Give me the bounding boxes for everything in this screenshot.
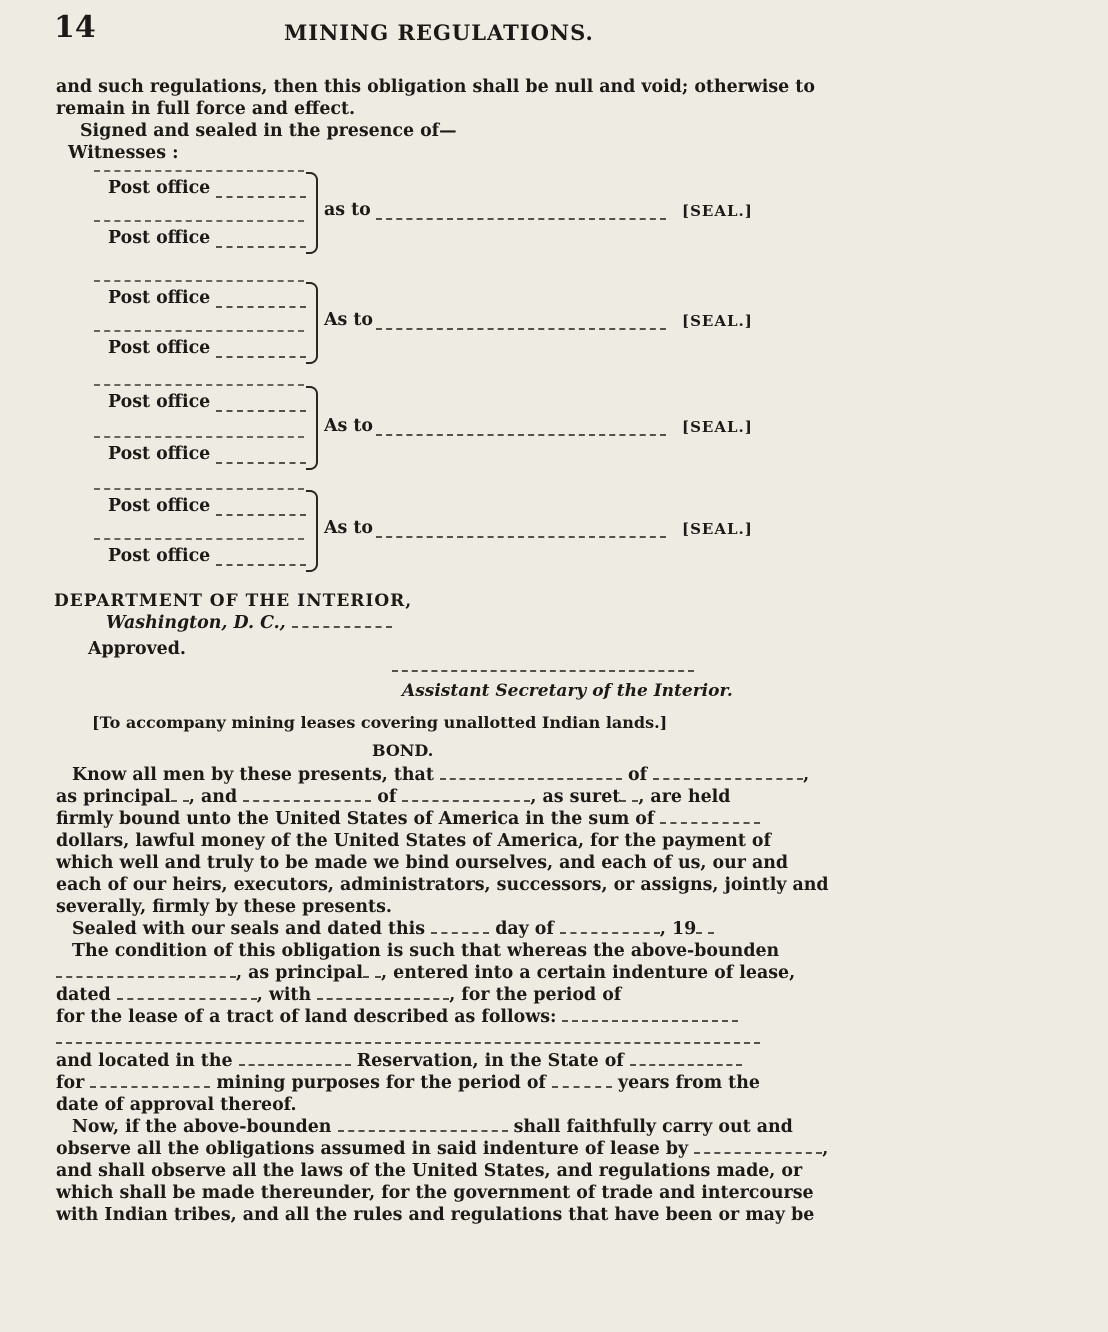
- blank-field: [660, 808, 760, 824]
- signature-line: [94, 280, 304, 282]
- post-office-label: Post office: [108, 228, 211, 248]
- blank-field: [440, 764, 622, 780]
- bond-line: [72, 918, 778, 940]
- blank-field: [560, 918, 660, 934]
- blank-field: [171, 786, 189, 802]
- bond-text: Now, if the above-bounden: [72, 1117, 332, 1137]
- bond-text: for the lease of a tract of land described as follows:: [56, 1007, 557, 1027]
- bond-text: , with: [256, 985, 312, 1005]
- blank-field: [216, 500, 306, 516]
- bond-text: , are held: [638, 787, 731, 807]
- blank-field: [216, 448, 306, 464]
- bond-heading: BOND.: [372, 741, 434, 760]
- brace: [306, 172, 318, 254]
- department-heading: DEPARTMENT OF THE INTERIOR,: [54, 591, 413, 611]
- bond-text: ,: [803, 765, 810, 785]
- blank-field: [216, 342, 306, 358]
- bond-line: severally, firmly by these presents.: [56, 897, 392, 917]
- blank-field: [562, 1006, 738, 1022]
- blank-field: [363, 962, 381, 978]
- blank-field: [239, 1050, 351, 1066]
- post-office-label: Post office: [108, 178, 211, 198]
- bond-text: for: [56, 1073, 85, 1093]
- bond-text: firmly bound unto the United States of America in the sum of: [56, 809, 655, 829]
- blank-field: [56, 962, 236, 978]
- brace: [306, 490, 318, 572]
- signature-line: [94, 488, 304, 490]
- blank-field: [376, 420, 666, 436]
- bond-line: each of our heirs, executors, administrators, successors, or assigns, jointly and: [56, 875, 829, 895]
- page-number: 14: [54, 10, 96, 45]
- blank-field: [696, 918, 714, 934]
- bond-line: with Indian tribes, and all the rules and regulations that have been or may be: [56, 1205, 815, 1225]
- signature-line: [94, 220, 304, 222]
- bond-text: observe all the obligations assumed in said indenture of lease by: [56, 1139, 689, 1159]
- bond-text: , for the period of: [449, 985, 622, 1005]
- bond-line: [56, 984, 762, 1006]
- bond-text: , as suret: [530, 787, 621, 807]
- blank-field: [56, 1028, 760, 1044]
- bond-line: [56, 1138, 829, 1160]
- blank-field: [216, 396, 306, 412]
- bond-text: of: [377, 787, 397, 807]
- signature-line: [94, 384, 304, 386]
- seal-mark: [SEAL.]: [682, 202, 753, 220]
- bond-note: [To accompany mining leases covering unallotted Indian lands.]: [92, 713, 668, 732]
- bond-line: [56, 808, 762, 830]
- blank-field: [376, 522, 666, 538]
- bond-line: and shall observe all the laws of the United States, and regulations made, or: [56, 1161, 803, 1181]
- witness-seal-block: [56, 476, 766, 606]
- blank-field: [338, 1116, 508, 1132]
- as-to-label: As to: [324, 518, 373, 538]
- bond-text: , 19: [659, 919, 697, 939]
- approval-location: [106, 612, 812, 634]
- blank-field: [402, 786, 530, 802]
- blank-field: [216, 182, 306, 198]
- bond-text: mining purposes for the period of: [216, 1073, 546, 1093]
- seal-mark: [SEAL.]: [682, 418, 753, 436]
- post-office-label: Post office: [108, 496, 211, 516]
- running-title: MINING REGULATIONS.: [284, 20, 594, 45]
- blank-field: [431, 918, 489, 934]
- bond-line: [56, 962, 796, 984]
- blank-field: [117, 984, 257, 1000]
- blank-field: [552, 1072, 612, 1088]
- intro-line: remain in full force and effect.: [56, 99, 356, 119]
- bond-text: , as principal: [236, 963, 364, 983]
- blank-field: [90, 1072, 210, 1088]
- witnesses-label: Witnesses :: [68, 143, 179, 163]
- bond-line: which well and truly to be made we bind ourselves, and each of us, our and: [56, 853, 789, 873]
- bond-text: years from the: [618, 1073, 760, 1093]
- bond-text: Know all men by these presents, that: [72, 765, 434, 785]
- bond-line: [56, 1006, 762, 1028]
- bond-line: dollars, lawful money of the United States of America, for the payment of: [56, 831, 771, 851]
- signature-line: [94, 330, 304, 332]
- intro-line: and such regulations, then this obligation shall be null and void; otherwise to: [56, 77, 815, 97]
- bond-line: [56, 1072, 762, 1094]
- bond-line: [56, 1028, 762, 1050]
- blank-field: [694, 1138, 822, 1154]
- blank-field: [653, 764, 803, 780]
- as-to-label: As to: [324, 416, 373, 436]
- post-office-label: Post office: [108, 392, 211, 412]
- approval-location-text: Washington, D. C.,: [106, 613, 286, 633]
- blank-field: [317, 984, 449, 1000]
- blank-field: [216, 292, 306, 308]
- post-office-label: Post office: [108, 444, 211, 464]
- bond-text: shall faithfully carry out and: [513, 1117, 793, 1137]
- post-office-label: Post office: [108, 288, 211, 308]
- bond-line: [72, 764, 810, 786]
- bond-line: which shall be made thereunder, for the government of trade and intercourse: [56, 1183, 814, 1203]
- bond-line: [72, 1116, 793, 1138]
- signature-line: [392, 670, 694, 672]
- bond-text: Reservation, in the State of: [356, 1051, 624, 1071]
- as-to-label: as to: [324, 200, 371, 220]
- bond-text: Sealed with our seals and dated this: [72, 919, 426, 939]
- signature-line: [94, 170, 304, 172]
- blank-field: [243, 786, 371, 802]
- bond-text: of: [627, 765, 648, 785]
- blank-field: [376, 204, 666, 220]
- post-office-label: Post office: [108, 546, 211, 566]
- post-office-label: Post office: [108, 338, 211, 358]
- brace: [306, 282, 318, 364]
- bond-text: ,: [822, 1139, 829, 1159]
- bond-line: date of approval thereof.: [56, 1095, 297, 1115]
- bond-text: dated: [56, 985, 111, 1005]
- intro-line: Signed and sealed in the presence of—: [80, 121, 457, 141]
- bond-text: , entered into a certain indenture of lease,: [381, 963, 796, 983]
- brace: [306, 386, 318, 470]
- bond-text: as principal: [56, 787, 171, 807]
- seal-mark: [SEAL.]: [682, 520, 753, 538]
- bond-line: [56, 786, 762, 808]
- signature-line: [94, 436, 304, 438]
- blank-field: [376, 314, 666, 330]
- page-header: [54, 10, 764, 46]
- approved-label: Approved.: [88, 639, 186, 659]
- seal-mark: [SEAL.]: [682, 312, 753, 330]
- bond-line: The condition of this obligation is such that whereas the above-bounden: [72, 941, 780, 961]
- blank-field: [216, 550, 306, 566]
- bond-line: [56, 1050, 762, 1072]
- bond-text: and located in the: [56, 1051, 233, 1071]
- blank-field: [620, 786, 638, 802]
- signatory-title: Assistant Secretary of the Interior.: [402, 681, 733, 701]
- bond-text: day of: [495, 919, 554, 939]
- signature-line: [94, 538, 304, 540]
- blank-field: [292, 612, 392, 628]
- bond-text: , and: [188, 787, 238, 807]
- blank-field: [216, 232, 306, 248]
- blank-field: [630, 1050, 742, 1066]
- as-to-label: As to: [324, 310, 373, 330]
